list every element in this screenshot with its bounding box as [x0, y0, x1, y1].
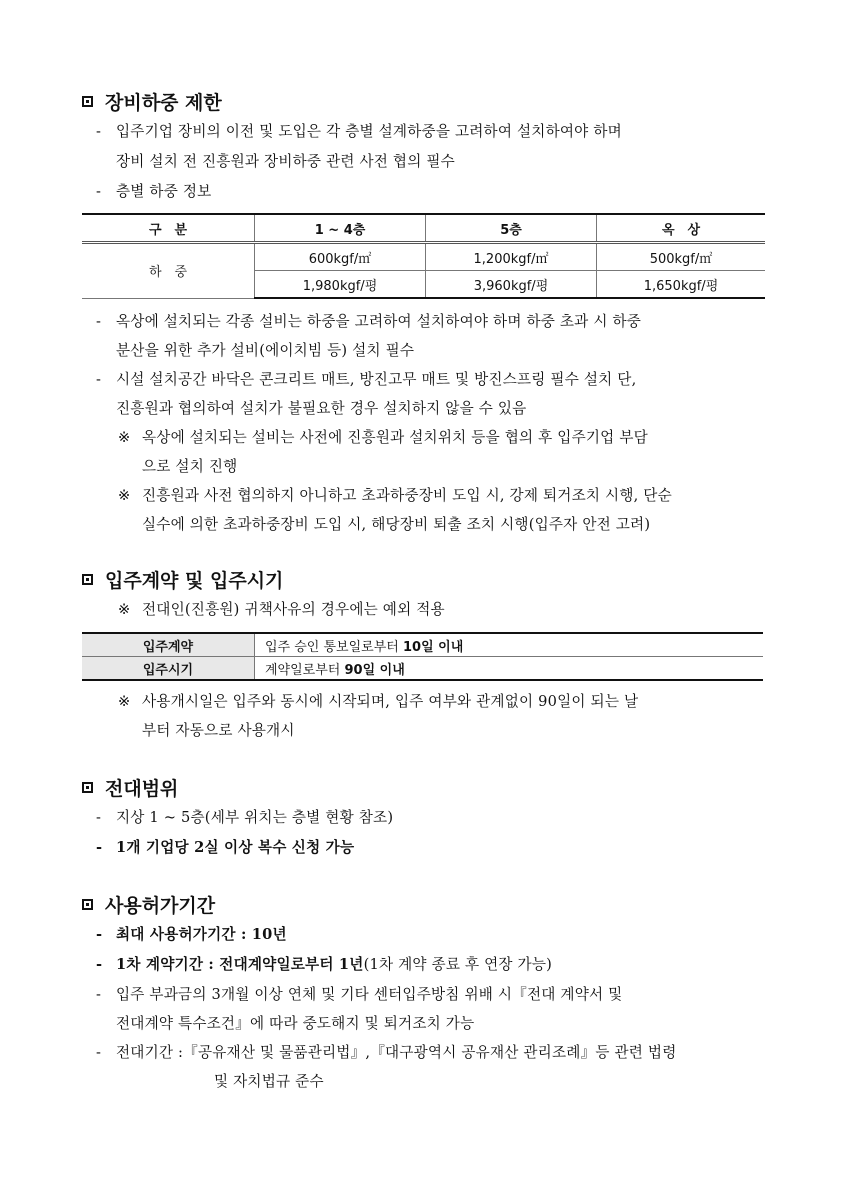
table-row: [82, 657, 763, 681]
note-line: 실수에 의한 초과하중장비 도입 시, 해당장비 퇴출 조치 시행(입주자 안전 고려): [142, 516, 651, 533]
paragraph-line: 입주 부과금의 3개월 이상 연체 및 기타 센터입주방침 위배 시『전대 계약서 및: [116, 986, 623, 1003]
paragraph-line: 및 자치법규 준수: [214, 1073, 324, 1090]
table-header-cell: 1 ~ 4층: [255, 214, 426, 243]
emphasis-text: 1차 계약기간 : 전대계약일로부터 1년: [116, 956, 364, 973]
section-title: 입주계약 및 입주시기: [105, 570, 284, 592]
table-cell: 500kgf/㎡: [597, 243, 766, 271]
section-heading-equipment-load: [82, 88, 222, 115]
cell-emphasis: 10일 이내: [402, 639, 464, 655]
table-cell: 600kgf/㎡: [255, 243, 426, 271]
section-heading-sublease-scope: [82, 774, 178, 801]
dash-bullet: -: [96, 183, 101, 200]
paragraph-line: 전대기간 :『공유재산 및 물품관리법』,『대구광역시 공유재산 관리조례』등 관련 법령: [116, 1044, 677, 1061]
table-cell: 1,650kgf/평: [597, 271, 766, 299]
section-title: 전대범위: [105, 778, 179, 800]
paragraph-line: 장비 설치 전 진흥원과 장비하중 관련 사전 협의 필수: [116, 153, 455, 170]
dash-bullet: -: [96, 123, 101, 140]
note-line: 옥상에 설치되는 설비는 사전에 진흥원과 설치위치 등을 협의 후 입주기업 부담: [142, 429, 648, 446]
square-bullet-icon: [82, 899, 93, 910]
paragraph-line: 층별 하중 정보: [116, 183, 212, 200]
dash-bullet: -: [96, 956, 103, 973]
paragraph-line: 분산을 위한 추가 설비(에이치빔 등) 설치 필수: [116, 342, 415, 359]
table-row-label: 입주시기: [82, 657, 255, 681]
paragraph-line: 옥상에 설치되는 각종 설비는 하중을 고려하여 설치하여야 하며 하중 초과 시 하중: [116, 313, 642, 330]
square-bullet-icon: [82, 782, 93, 793]
dash-bullet: -: [96, 1044, 101, 1061]
section-heading-contract: [82, 566, 283, 593]
note-line: 으로 설치 진행: [142, 458, 238, 475]
cell-text: 계약일로부터: [265, 662, 345, 678]
section-title: 장비하중 제한: [105, 92, 222, 114]
table-cell: [255, 657, 764, 681]
section-title: 사용허가기간: [105, 895, 216, 917]
paragraph-line: 진흥원과 협의하여 설치가 불필요한 경우 설치하지 않을 수 있음: [116, 400, 527, 417]
reference-mark: ※: [118, 487, 131, 504]
dash-bullet: -: [96, 839, 103, 856]
reference-mark: ※: [118, 429, 131, 446]
table-header-row: [82, 214, 765, 243]
paragraph-line: 최대 사용허가기간 : 10년: [116, 926, 287, 943]
dash-bullet: -: [96, 809, 101, 826]
note-line: 사용개시일은 입주와 동시에 시작되며, 입주 여부와 관계없이 90일이 되는 날: [142, 693, 639, 710]
reference-mark: ※: [118, 601, 131, 618]
dash-bullet: -: [96, 371, 101, 388]
table-cell: 1,980kgf/평: [255, 271, 426, 299]
table-header-cell: 구 분: [82, 214, 255, 243]
floor-load-table: [82, 213, 765, 299]
paragraph-line: 지상 1 ~ 5층(세부 위치는 층별 현황 참조): [116, 809, 394, 826]
cell-emphasis: 90일 이내: [344, 662, 405, 678]
table-row: [82, 243, 765, 271]
contract-schedule-table: [82, 632, 763, 681]
table-row-label: 입주계약: [82, 633, 255, 657]
section-heading-permit-period: [82, 891, 215, 918]
note-line: 진흥원과 사전 협의하지 아니하고 초과하중장비 도입 시, 강제 퇴거조치 시행, 단순: [142, 487, 672, 504]
paragraph-line: 1개 기업당 2실 이상 복수 신청 가능: [116, 839, 355, 856]
table-header-cell: 옥 상: [597, 214, 766, 243]
square-bullet-icon: [82, 96, 93, 107]
dash-bullet: -: [96, 926, 103, 943]
paragraph-line: [116, 955, 552, 975]
table-cell: 1,200kgf/㎡: [426, 243, 597, 271]
dash-bullet: -: [96, 986, 101, 1003]
plain-text: (1차 계약 종료 후 연장 가능): [363, 956, 553, 973]
note-line: 전대인(진흥원) 귀책사유의 경우에는 예외 적용: [142, 601, 445, 618]
cell-text: 입주 승인 통보일로부터: [265, 639, 403, 655]
table-header-cell: 5층: [426, 214, 597, 243]
square-bullet-icon: [82, 574, 93, 585]
dash-bullet: -: [96, 313, 101, 330]
paragraph-line: 입주기업 장비의 이전 및 도입은 각 층별 설계하중을 고려하여 설치하여야 하며: [116, 123, 622, 140]
note-line: 부터 자동으로 사용개시: [142, 722, 295, 739]
table-cell: [255, 633, 764, 657]
paragraph-line: 전대계약 특수조건』에 따라 중도해지 및 퇴거조치 가능: [116, 1015, 475, 1032]
reference-mark: ※: [118, 693, 131, 710]
table-row: [82, 633, 763, 657]
table-cell: 3,960kgf/평: [426, 271, 597, 299]
table-row-label: 하 중: [82, 243, 255, 299]
paragraph-line: 시설 설치공간 바닥은 콘크리트 매트, 방진고무 매트 및 방진스프링 필수 설치 단,: [116, 371, 637, 388]
